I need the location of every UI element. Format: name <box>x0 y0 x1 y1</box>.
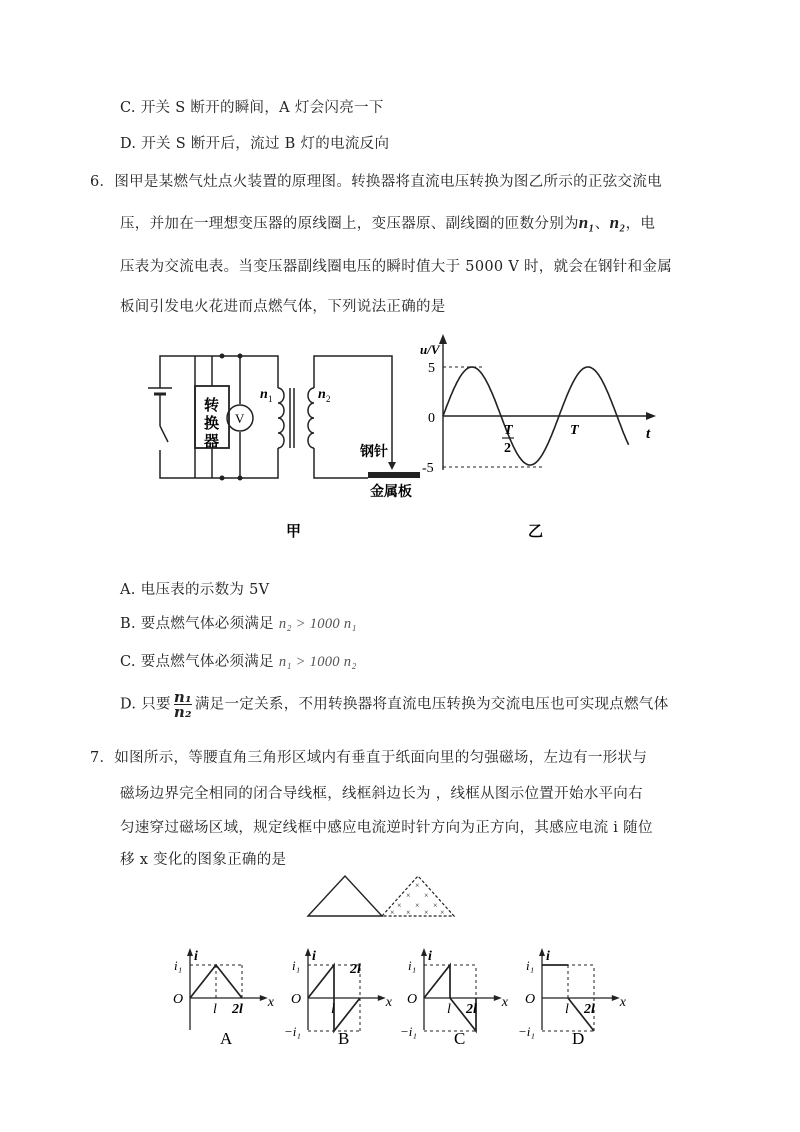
q6-sep: 、 <box>594 216 610 232</box>
q6-number: 6． <box>90 174 115 190</box>
y-axis-label: u/V <box>420 342 440 357</box>
label-i: i <box>312 949 316 964</box>
label-i1: i₁ <box>408 958 417 973</box>
label-l: l <box>331 1002 335 1017</box>
label-origin: O <box>407 992 418 1007</box>
q6-option-b-text: B. 要点燃气体必须满足 <box>120 616 274 632</box>
graph-x-arrow <box>612 995 620 1001</box>
q6-n1: n₁ <box>578 213 595 232</box>
label-2l: 2l <box>350 962 361 977</box>
label-i1: i₁ <box>526 958 535 973</box>
q7-stem-line3: 匀速穿过磁场区域，规定线框中感应电流逆时针方向为正方向，其感应电流 i 随位 <box>120 820 653 836</box>
q6-option-d-suffix: 满足一定关系，不用转换器将直流电压转换为交流电压也可实现点燃气体 <box>194 696 669 713</box>
choice-letter: D <box>572 1029 585 1048</box>
label-2l: 2l <box>584 1002 595 1017</box>
label-neg-i1: −i₁ <box>284 1024 301 1039</box>
wire-frame-triangle <box>308 876 382 916</box>
x-axis-label: t <box>646 426 651 442</box>
q7-number: 7． <box>90 750 115 766</box>
converter-char-3: 器 <box>204 434 220 450</box>
q7-stem-line4: 移 x 变化的图象正确的是 <box>120 852 287 868</box>
voltmeter-label: V <box>235 411 245 426</box>
label-i1: i₁ <box>174 958 183 973</box>
q6-option-b <box>120 612 357 633</box>
n1-over-n2-fraction <box>174 690 192 719</box>
triangles-figure <box>300 868 460 920</box>
half-period-denominator: 2 <box>504 441 511 456</box>
label-x: x <box>267 995 275 1010</box>
secondary-n-sub: 2 <box>326 394 331 404</box>
y-tick-zero: 0 <box>428 411 435 426</box>
half-period-numerator: T <box>504 423 513 438</box>
q6-stem-text1: 图甲是某燃气灶点火装置的原理图。转换器将直流电压转换为图乙所示的正弦交流电 <box>114 174 662 190</box>
label-i: i <box>546 949 550 964</box>
needle-label: 钢针 <box>360 445 388 460</box>
fraction-numerator: n₁ <box>173 688 192 706</box>
q6-stem-line1 <box>90 170 662 191</box>
q6-option-b-math: n₂ > 1000 n₁ <box>278 616 357 632</box>
q6-stem-text2a: 压，并加在一理想变压器的原线圈上，变压器原、副线圈的匝数分别为 <box>120 216 579 232</box>
graph-y-arrow <box>305 948 311 956</box>
q7-stem-line2: 磁场边界完全相同的闭合导线框，线框斜边长为 ，线框从图示位置开始水平向右 <box>120 786 643 802</box>
label-x: x <box>501 995 509 1010</box>
primary-n-label: n <box>260 387 268 402</box>
graph-y-arrow <box>421 948 427 956</box>
fraction-denominator: n₂ <box>173 703 192 721</box>
q7-stem-line1 <box>90 746 647 767</box>
primary-n-sub: 1 <box>268 394 273 404</box>
graph-x-arrow <box>378 995 386 1001</box>
y-tick-bottom: -5 <box>422 461 434 476</box>
q6-stem-line3: 压表为交流电表。当变压器副线圈电压的瞬时值大于 5000 V 时，就会在钢针和金属 <box>120 259 672 275</box>
label-origin: O <box>525 992 536 1007</box>
svg-text:×: × <box>433 901 438 910</box>
fig-yi-caption: 乙 <box>528 524 544 540</box>
secondary-n-label: n <box>318 387 326 402</box>
label-i1: i₁ <box>292 958 301 973</box>
choice-letter: C <box>454 1029 466 1048</box>
graph-x-arrow <box>260 995 268 1001</box>
label-i: i <box>428 949 432 964</box>
q6-option-c-text: C. 要点燃气体必须满足 <box>120 654 274 670</box>
current-positive-segment <box>190 965 242 998</box>
q6-option-c <box>120 650 357 671</box>
current-positive-segment <box>424 965 450 998</box>
label-l: l <box>213 1002 217 1017</box>
y-tick-top: 5 <box>428 361 435 376</box>
period-label: T <box>570 423 579 438</box>
q6-option-a: A. 电压表的示数为 5V <box>120 582 270 598</box>
graph-y-arrow <box>539 948 545 956</box>
q6-stem-line4: 板间引发电火花进而点燃气体，下列说法正确的是 <box>120 299 446 315</box>
current-negative-segment <box>334 998 360 1031</box>
q6-stem-line2 <box>120 212 655 233</box>
q5-option-c: C. 开关 S 断开的瞬间，A 灯会闪亮一下 <box>120 100 384 116</box>
label-l: l <box>447 1002 451 1017</box>
q6-option-d <box>120 690 669 719</box>
graph-y-arrow <box>187 948 193 956</box>
answer-graphs <box>170 940 630 1050</box>
svg-text:×: × <box>424 908 429 917</box>
plate-label: 金属板 <box>370 485 412 500</box>
svg-text:×: × <box>415 881 420 890</box>
svg-text:×: × <box>415 901 420 910</box>
circuit-diagram <box>140 340 440 550</box>
q6-option-c-math: n₁ > 1000 n₂ <box>278 654 357 670</box>
choice-letter: A <box>220 1029 233 1048</box>
label-l: l <box>565 1002 569 1017</box>
label-x: x <box>385 995 393 1010</box>
fig-jia-caption: 甲 <box>286 524 302 540</box>
q6-n2: n₂ <box>609 213 626 232</box>
label-2l: 2l <box>466 1002 477 1017</box>
label-neg-i1: −i₁ <box>400 1024 417 1039</box>
sine-wave-graph <box>410 330 670 550</box>
converter-char-1: 转 <box>204 398 220 414</box>
choice-letter: B <box>338 1029 350 1048</box>
svg-text:×: × <box>390 908 395 917</box>
svg-text:×: × <box>406 908 411 917</box>
svg-text:×: × <box>397 901 402 910</box>
current-positive-segment <box>308 965 334 998</box>
label-x: x <box>619 995 627 1010</box>
label-origin: O <box>291 992 302 1007</box>
label-origin: O <box>173 992 184 1007</box>
svg-text:×: × <box>440 908 445 917</box>
converter-char-2: 换 <box>204 416 220 432</box>
svg-text:×: × <box>424 891 429 900</box>
label-neg-i1: −i₁ <box>518 1024 535 1039</box>
q5-option-d: D. 开关 S 断开后，流过 B 灯的电流反向 <box>120 136 390 152</box>
svg-text:×: × <box>406 891 411 900</box>
label-i: i <box>194 949 198 964</box>
graph-x-arrow <box>494 995 502 1001</box>
q6-option-d-prefix: D. 只要 <box>120 696 171 713</box>
q7-stem-text1: 如图所示，等腰直角三角形区域内有垂直于纸面向里的匀强磁场，左边有一形状与 <box>114 750 648 766</box>
q6-stem-text2b: ，电 <box>625 216 656 232</box>
label-2l: 2l <box>232 1002 243 1017</box>
